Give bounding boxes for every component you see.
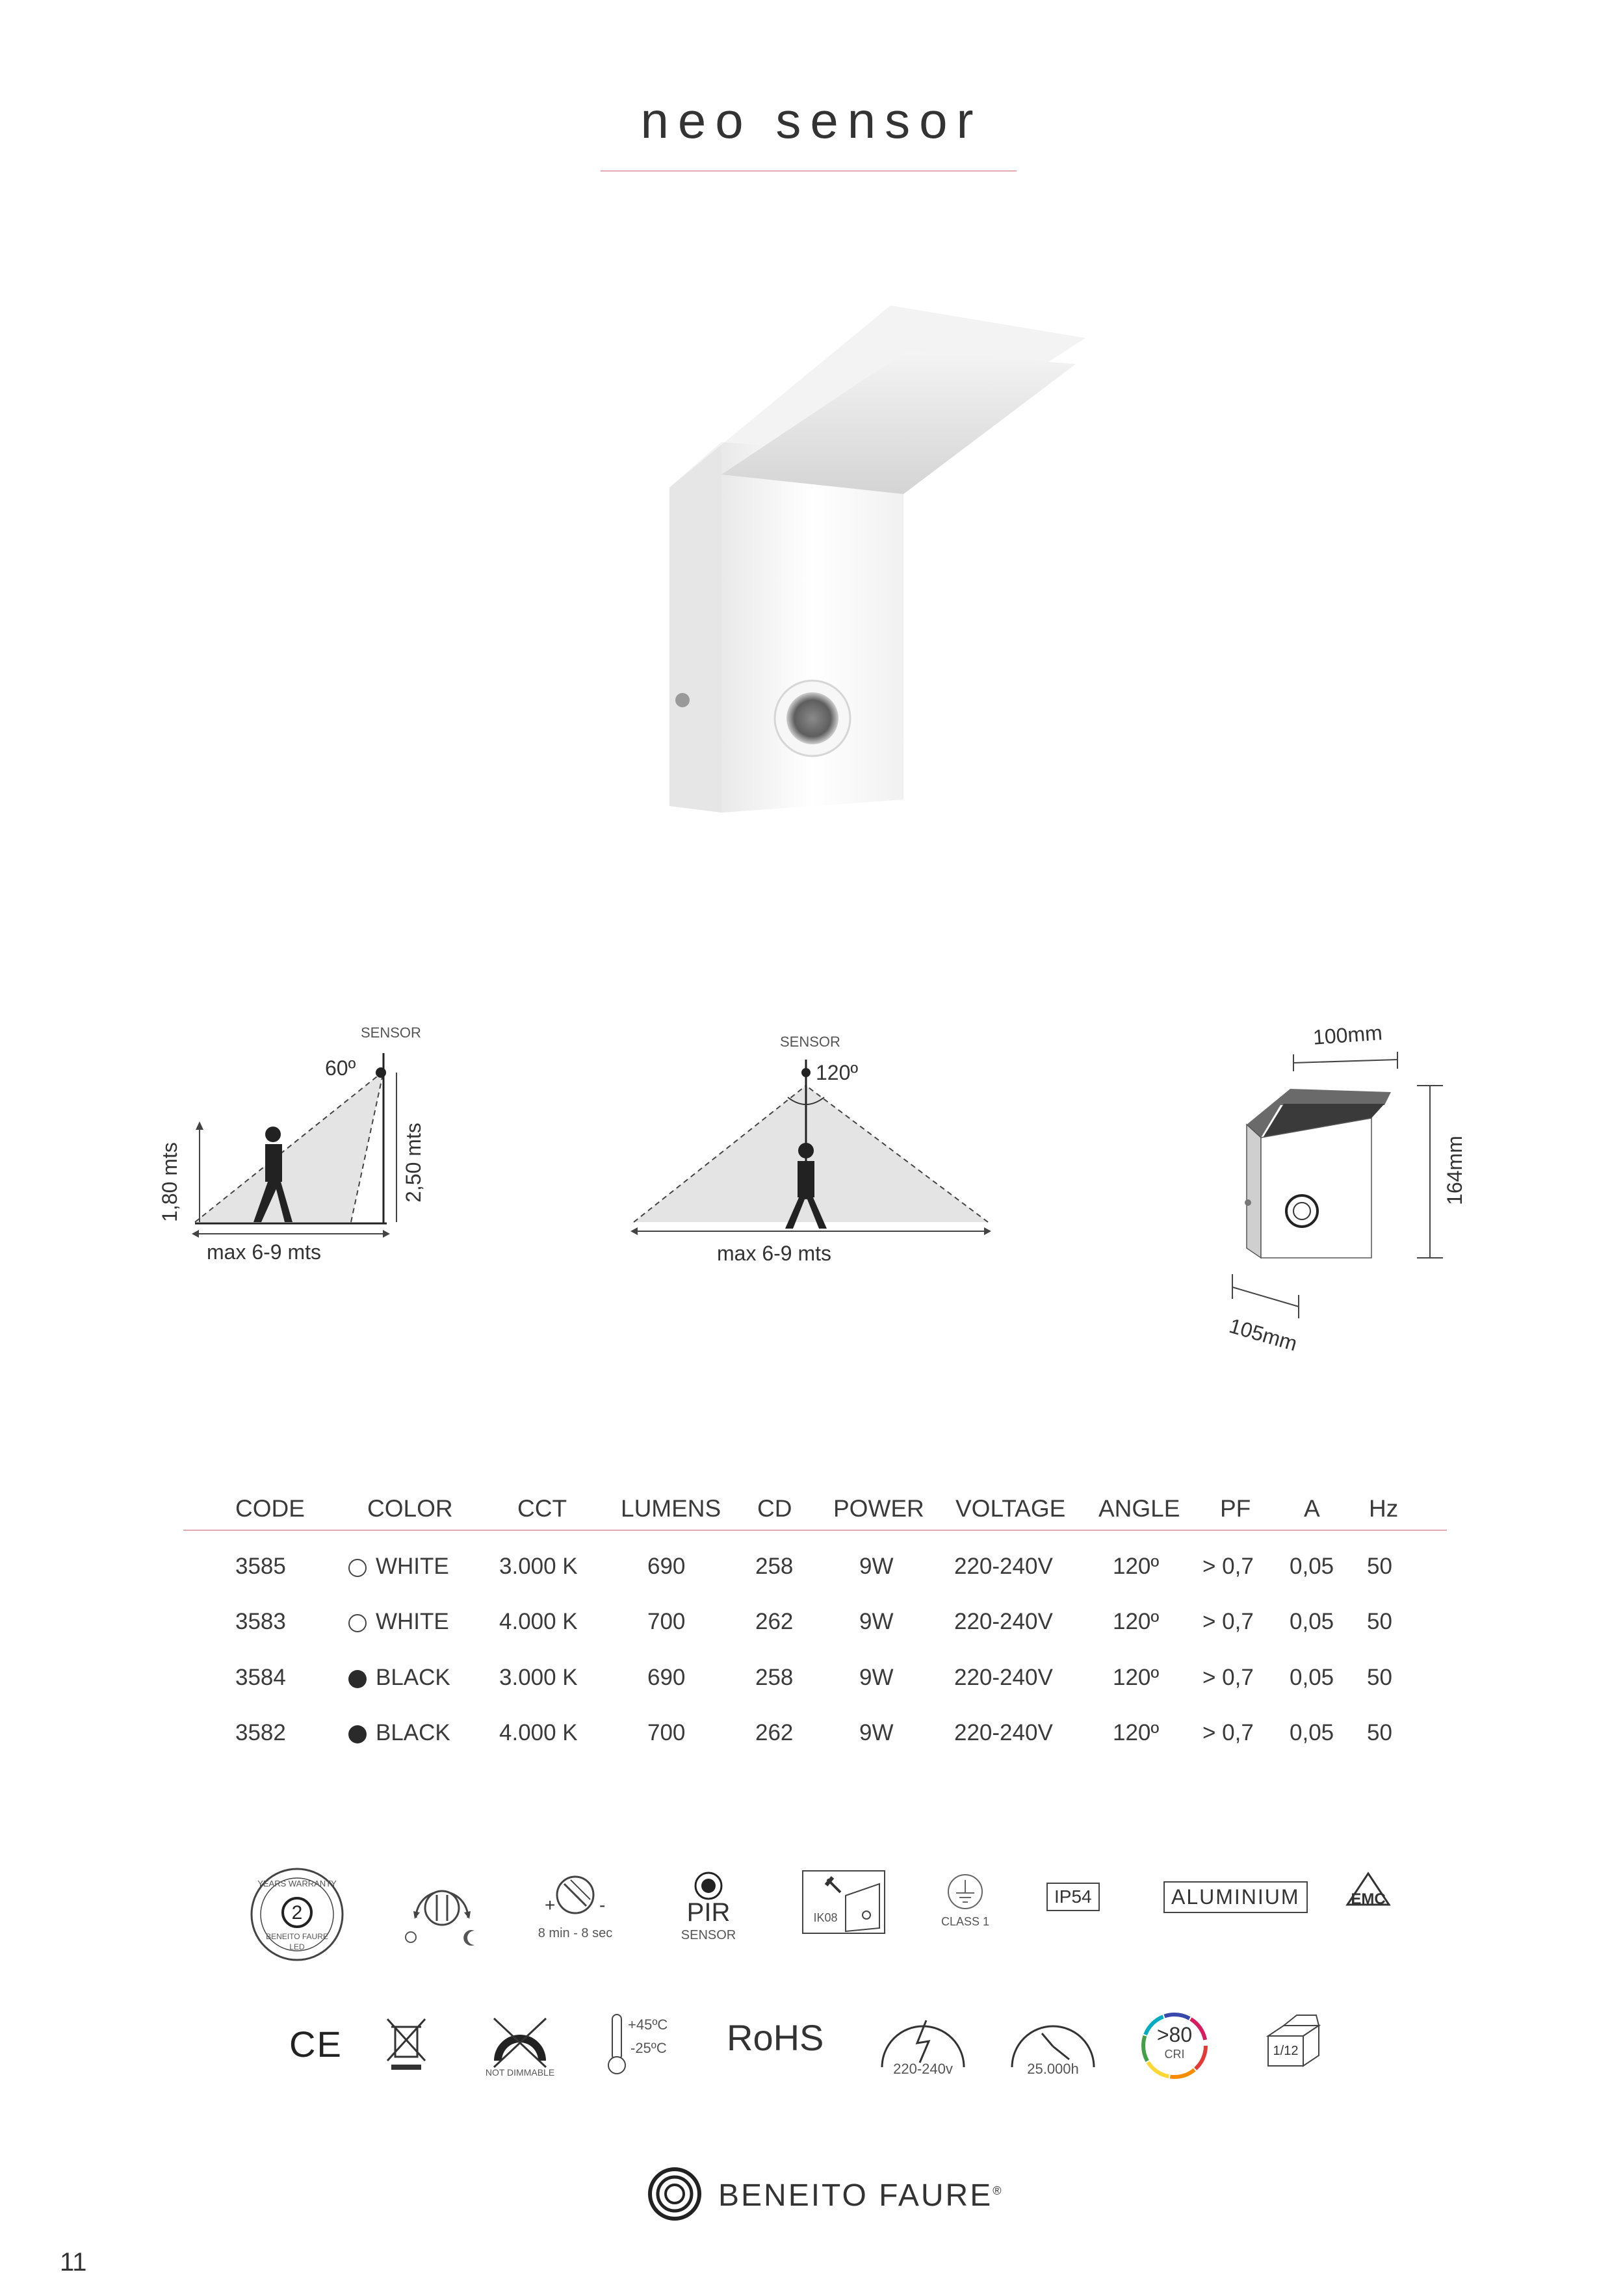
temp-max-label: +45ºC: [628, 2016, 668, 2033]
emc-label: EMC: [1351, 1890, 1386, 1908]
cell-color: [348, 1609, 449, 1635]
not-dimmable-icon: [487, 2012, 552, 2070]
cell-a: 0,05: [1290, 1554, 1334, 1579]
cell-cd: 258: [755, 1554, 794, 1579]
cell-lumens: 690: [647, 1554, 686, 1579]
warranty-led-text: LED: [289, 1942, 305, 1951]
color-name: WHITE: [376, 1609, 449, 1634]
rohs-mark: RoHS: [727, 2017, 824, 2058]
side-detection-diagram: [162, 1001, 474, 1274]
timer-range-label: 8 min - 8 sec: [538, 1926, 613, 1940]
pir-sub-label: SENSOR: [681, 1928, 736, 1942]
cell-power: 9W: [859, 1609, 894, 1634]
ce-mark: CE: [289, 2024, 343, 2065]
product-image: [643, 299, 1085, 819]
cell-code: 3583: [235, 1609, 286, 1634]
cell-a: 0,05: [1290, 1720, 1334, 1745]
warranty-years: 2: [291, 1902, 303, 1924]
col-header-code: CODE: [235, 1495, 305, 1522]
temp-min-label: -25ºC: [630, 2040, 667, 2056]
warranty-brand-text: BENEITO FAURE: [266, 1932, 328, 1941]
ik-impact-icon: [801, 1870, 886, 1935]
cell-lumens: 700: [647, 1720, 686, 1745]
warranty-top-text: YEARS WARRANTY: [257, 1879, 337, 1888]
brand-name-text: BENEITO FAURE: [718, 2178, 993, 2213]
dimension-width: 100mm: [1312, 1021, 1383, 1049]
cell-cct: 4.000 K: [499, 1609, 578, 1634]
brand-logo-icon: [647, 2166, 703, 2222]
col-header-cct: CCT: [517, 1495, 567, 1522]
front-angle-label: 120º: [816, 1061, 859, 1084]
cell-power: 9W: [859, 1665, 894, 1690]
cell-voltage: 220-240V: [954, 1720, 1053, 1745]
cell-code: 3582: [235, 1720, 286, 1745]
packaging-box-icon: [1264, 2013, 1323, 2071]
class1-earth-icon: [946, 1872, 985, 1911]
side-mount-height: 2,50 mts: [401, 1123, 425, 1203]
col-header-pf: PF: [1220, 1495, 1251, 1522]
title-divider: [601, 170, 1017, 172]
front-detection-diagram: [617, 1034, 1001, 1261]
class1-label: CLASS 1: [941, 1915, 990, 1928]
cell-voltage: 220-240V: [954, 1609, 1053, 1634]
color-swatch: [348, 1725, 367, 1743]
cell-angle: 120º: [1113, 1609, 1160, 1634]
cell-hz: 50: [1367, 1665, 1392, 1690]
material-badge: ALUMINIUM: [1163, 1881, 1308, 1913]
cell-power: 9W: [859, 1554, 894, 1579]
cell-hz: 50: [1367, 1609, 1392, 1634]
cell-pf: > 0,7: [1202, 1554, 1254, 1579]
cell-a: 0,05: [1290, 1665, 1334, 1690]
table-header-divider: [183, 1530, 1447, 1531]
col-header-color: COLOR: [367, 1495, 453, 1522]
color-swatch: [348, 1614, 367, 1632]
day-night-sensor-icon: [396, 1872, 487, 1957]
col-header-voltage: VOLTAGE: [955, 1495, 1066, 1522]
page-number: 11: [60, 2248, 87, 2276]
dimension-depth: 105mm: [1227, 1314, 1300, 1356]
ik-rating-label: IK08: [813, 1911, 838, 1924]
cell-angle: 120º: [1113, 1554, 1160, 1579]
pack-quantity-label: 1/12: [1273, 2044, 1299, 2058]
cell-pf: > 0,7: [1202, 1609, 1254, 1634]
color-name: BLACK: [376, 1665, 450, 1690]
side-person-height: 1,80 mts: [157, 1142, 181, 1222]
weee-bin-icon: [383, 2015, 429, 2074]
not-dimmable-label: NOT DIMMABLE: [485, 2067, 555, 2078]
voltage-label: 220-240v: [893, 2061, 953, 2077]
cell-hz: 50: [1367, 1720, 1392, 1745]
col-header-cd: CD: [757, 1495, 792, 1522]
front-range-label: max 6-9 mts: [717, 1242, 832, 1265]
dimension-height: 164mm: [1442, 1136, 1466, 1205]
cell-angle: 120º: [1113, 1665, 1160, 1690]
cell-cd: 262: [755, 1609, 794, 1634]
cell-lumens: 690: [647, 1665, 686, 1690]
cell-color: [348, 1720, 450, 1746]
cell-cd: 258: [755, 1665, 794, 1690]
cell-cct: 4.000 K: [499, 1720, 578, 1745]
pir-label: PIR: [686, 1898, 731, 1927]
col-header-power: POWER: [833, 1495, 924, 1522]
side-sensor-label: SENSOR: [361, 1024, 421, 1041]
cell-pf: > 0,7: [1202, 1665, 1254, 1690]
col-header-lumens: LUMENS: [621, 1495, 721, 1522]
cell-lumens: 700: [647, 1609, 686, 1634]
cell-angle: 120º: [1113, 1720, 1160, 1745]
front-sensor-label: SENSOR: [780, 1034, 840, 1050]
cell-a: 0,05: [1290, 1609, 1334, 1634]
cri-label: CRI: [1164, 2048, 1185, 2061]
svg-text:-: -: [599, 1895, 606, 1915]
cell-color: [348, 1554, 449, 1580]
cri-value: >80: [1156, 2023, 1193, 2046]
cell-color: [348, 1665, 450, 1691]
brand-name: [718, 2178, 1003, 2213]
svg-text:+: +: [545, 1895, 556, 1915]
pir-sensor-icon: [692, 1870, 725, 1902]
ip-rating-badge: IP54: [1046, 1883, 1100, 1911]
page-title: neo sensor: [640, 92, 983, 149]
cell-code: 3584: [235, 1665, 286, 1690]
col-header-angle: ANGLE: [1098, 1495, 1180, 1522]
color-name: WHITE: [376, 1554, 449, 1579]
side-angle-label: 60º: [325, 1056, 356, 1080]
cell-code: 3585: [235, 1554, 286, 1579]
side-range-label: max 6-9 mts: [207, 1240, 322, 1264]
cell-cd: 262: [755, 1720, 794, 1745]
cell-power: 9W: [859, 1720, 894, 1745]
brand-registered-mark: ®: [993, 2184, 1004, 2197]
color-swatch: [348, 1670, 367, 1688]
cell-cct: 3.000 K: [499, 1665, 578, 1690]
cell-voltage: 220-240V: [954, 1554, 1053, 1579]
cell-cct: 3.000 K: [499, 1554, 578, 1579]
col-header-a: A: [1304, 1495, 1320, 1522]
cell-pf: > 0,7: [1202, 1720, 1254, 1745]
cell-hz: 50: [1367, 1554, 1392, 1579]
cell-voltage: 220-240V: [954, 1665, 1053, 1690]
color-name: BLACK: [376, 1720, 450, 1745]
color-swatch: [348, 1559, 367, 1577]
thermometer-icon: [606, 2012, 628, 2077]
lifetime-label: 25.000h: [1027, 2061, 1079, 2077]
col-header-hz: Hz: [1369, 1495, 1399, 1522]
timer-adjust-icon: [539, 1872, 611, 1924]
